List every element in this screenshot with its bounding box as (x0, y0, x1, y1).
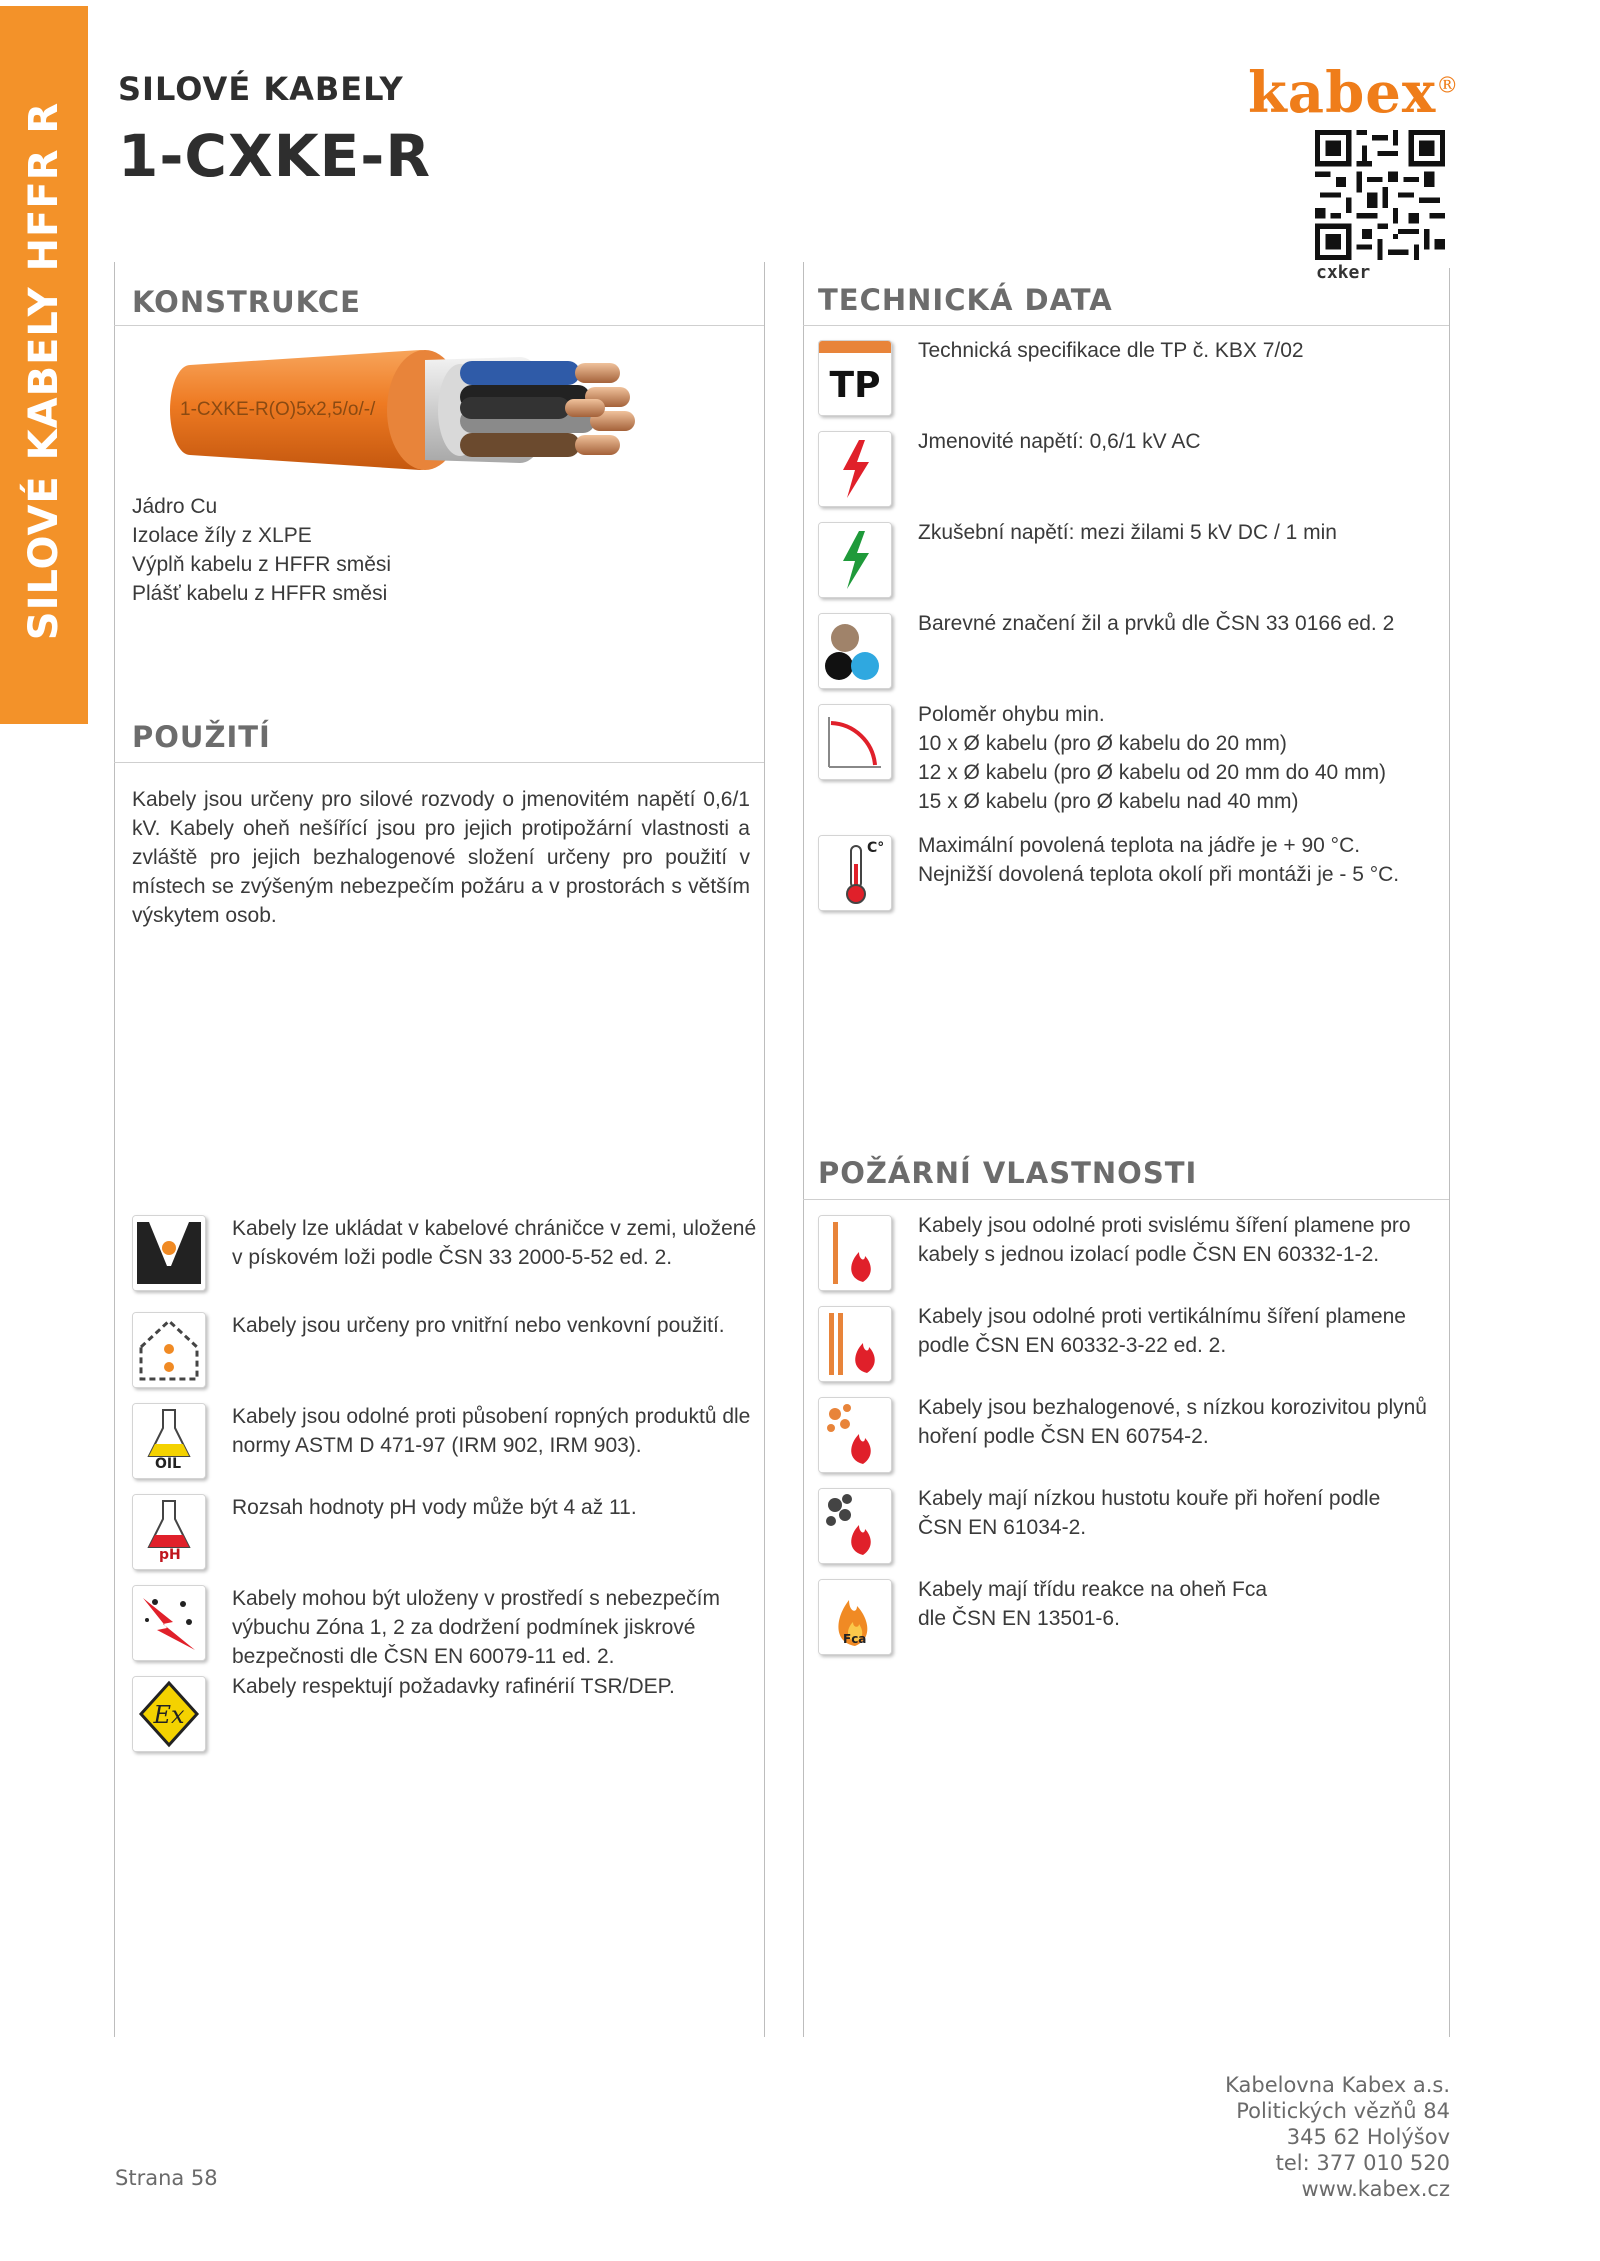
technicka-data-rule (803, 325, 1449, 326)
fire-item-line: ČSN EN 61034-2. (918, 1516, 1087, 1539)
ph-range-icon (132, 1494, 206, 1570)
bundled-flame-test-icon (818, 1306, 892, 1382)
tech-item-text (918, 427, 1201, 456)
halogen-free-icon (818, 1397, 892, 1473)
temperature-label: C° (867, 840, 885, 856)
pozarni-vlastnosti-heading: POŽÁRNÍ VLASTNOSTI (818, 1156, 1198, 1190)
low-smoke-icon (818, 1488, 892, 1564)
pouziti-item-text: Rozsah hodnoty pH vody může být 4 až 11. (232, 1496, 637, 1519)
tech-item-line: 12 x Ø kabelu (pro Ø kabelu od 20 mm do 40 mm) (918, 761, 1387, 784)
pouziti-item-text: Kabely jsou určeny pro vnitřní nebo venkovní použití. (232, 1314, 725, 1337)
konstrukce-line: Výplň kabelu z HFFR směsi (132, 553, 392, 576)
explosion-hazard-icon (132, 1585, 206, 1661)
rated-voltage-icon (818, 431, 892, 507)
bending-radius-icon (818, 704, 892, 780)
company-website[interactable]: www.kabex.cz (1301, 2177, 1450, 2201)
underground-laying-icon (132, 1215, 206, 1291)
fire-item-line: Kabely jsou odolné proti svislému šíření plamene pro (918, 1214, 1411, 1237)
company-address (1225, 2072, 1450, 2202)
ex-certification-icon (132, 1676, 206, 1752)
company-phone: tel: 377 010 520 (1275, 2151, 1450, 2175)
tech-item-line: Barevné značení žil a prvků dle ČSN 33 0166 ed. 2 (918, 612, 1395, 635)
fire-item-line: kabely s jednou izolací podle ČSN EN 60332-1-2. (918, 1243, 1380, 1266)
cable-marking: 1-CXKE-R(O)5x2,5/o/-/ (180, 399, 376, 420)
fire-item-text (918, 1575, 1267, 1633)
konstrukce-heading: KONSTRUKCE (132, 285, 361, 319)
pouziti-heading: POUŽITÍ (132, 720, 271, 754)
pouziti-item-text: Kabely lze ukládat v kabelové chráničce v zemi, uložené v pískovém loži podle ČSN 33 2000-5-52 ed. 2. (232, 1217, 757, 1269)
page-number: Strana 58 (115, 2166, 218, 2190)
indoor-outdoor-icon (132, 1312, 206, 1388)
fire-item-line: Kabely jsou bezhalogenové, s nízkou korozivitou plynů (918, 1396, 1427, 1419)
pouziti-item-text: Kabely jsou odolné proti působení ropných produktů dle normy ASTM D 471-97 (IRM 902, IRM 903). (232, 1405, 751, 1457)
single-flame-test-icon (818, 1215, 892, 1291)
category-title: SILOVÉ KABELY (118, 70, 404, 108)
logo-text: kabex (1248, 60, 1437, 126)
cable-illustration (160, 335, 720, 485)
tp-label: TP (829, 365, 881, 406)
fire-item-line: dle ČSN EN 13501-6. (918, 1607, 1120, 1630)
qr-code[interactable] (1315, 130, 1445, 260)
tp-specification-icon (818, 340, 892, 416)
tech-item-text (918, 831, 1399, 889)
qr-caption: cxker (1316, 262, 1371, 283)
technicka-data-heading: TECHNICKÁ DATA (818, 283, 1113, 317)
tech-item-line: Nejnižší dovolená teplota okolí při montáži je - 5 °C. (918, 863, 1400, 886)
fire-item-line: Kabely jsou odolné proti vertikálnímu šíření plamene (918, 1305, 1406, 1328)
company-street: Politických vězňů 84 (1236, 2099, 1450, 2123)
tech-item-line: 15 x Ø kabelu (pro Ø kabelu nad 40 mm) (918, 790, 1299, 813)
registered-mark: ® (1436, 73, 1460, 99)
fire-item-text (918, 1393, 1427, 1451)
company-name: Kabelovna Kabex a.s. (1225, 2073, 1450, 2097)
konstrukce-list (132, 492, 391, 608)
tech-item-text (918, 336, 1304, 365)
sidebar-label: SILOVÉ KABELY HFFR R (21, 101, 67, 641)
konstrukce-line: Izolace žíly z XLPE (132, 524, 312, 547)
test-voltage-icon (818, 522, 892, 598)
konstrukce-line: Plášť kabelu z HFFR směsi (132, 582, 388, 605)
tech-item-line: Jmenovité napětí: 0,6/1 kV AC (918, 430, 1201, 453)
oil-label: OIL (155, 1456, 182, 1472)
fire-class-label: Fca (843, 1632, 867, 1646)
fire-item-text (918, 1302, 1406, 1360)
fire-item-line: hoření podle ČSN EN 60754-2. (918, 1425, 1209, 1448)
tech-item-line: Zkušební napětí: mezi žilami 5 kV DC / 1 min (918, 521, 1337, 544)
svg-text:Ex: Ex (153, 1701, 185, 1729)
column-divider-middle-a (764, 262, 765, 2037)
fire-item-text (918, 1484, 1380, 1542)
tech-item-text (918, 518, 1337, 547)
konstrukce-line: Jádro Cu (132, 495, 218, 518)
tech-item-line: Poloměr ohybu min. (918, 703, 1105, 726)
company-city: 345 62 Holýšov (1286, 2125, 1450, 2149)
tech-item-text (918, 700, 1386, 816)
tech-item-line: Technická specifikace dle TP č. KBX 7/02 (918, 339, 1304, 362)
fire-item-line: Kabely mají třídu reakce na oheň Fca (918, 1578, 1268, 1601)
ph-label: pH (159, 1547, 181, 1563)
tech-item-line: Maximální povolená teplota na jádře je + 90 °C. (918, 834, 1361, 857)
tech-item-text (918, 609, 1394, 638)
pouziti-item-text: Kabely mohou být uloženy v prostředí s nebezpečím výbuchu Zóna 1, 2 za dodržení podmínek jiskrové bezpečnosti dle ČSN EN 60079-11 ed. 2. (232, 1587, 720, 1668)
temperature-icon (818, 835, 892, 911)
oil-resistance-icon (132, 1403, 206, 1479)
konstrukce-rule (114, 325, 764, 326)
product-title: 1-CXKE-R (118, 122, 432, 190)
tech-item-line: 10 x Ø kabelu (pro Ø kabelu do 20 mm) (918, 732, 1287, 755)
fire-item-text (918, 1211, 1411, 1269)
fire-reaction-class-icon (818, 1579, 892, 1655)
column-divider-left (114, 262, 115, 2037)
column-divider-middle-b (803, 262, 804, 2037)
pouziti-text: Kabely jsou určeny pro silové rozvody o jmenovitém napětí 0,6/1 kV. Kabely oheň nešířící jsou pro jejich protipožární vlastnosti a zvláště pro jejich bezhalogenové složení určeny pro použití v místech se zvýšeným nebezpečím požáru a v prostorách s větším výskytem osob. (132, 788, 750, 927)
fire-item-line: Kabely mají nízkou hustotu kouře při hoření podle (918, 1487, 1381, 1510)
column-divider-right (1449, 268, 1450, 2037)
pouziti-rule (114, 762, 764, 763)
fire-item-line: podle ČSN EN 60332-3-22 ed. 2. (918, 1334, 1227, 1357)
sidebar-tab (0, 6, 88, 724)
core-colors-icon (818, 613, 892, 689)
kabex-logo (1248, 60, 1459, 126)
pouziti-item-text: Kabely respektují požadavky rafinérií TSR/DEP. (232, 1675, 675, 1698)
pozarni-vlastnosti-rule (803, 1199, 1449, 1200)
